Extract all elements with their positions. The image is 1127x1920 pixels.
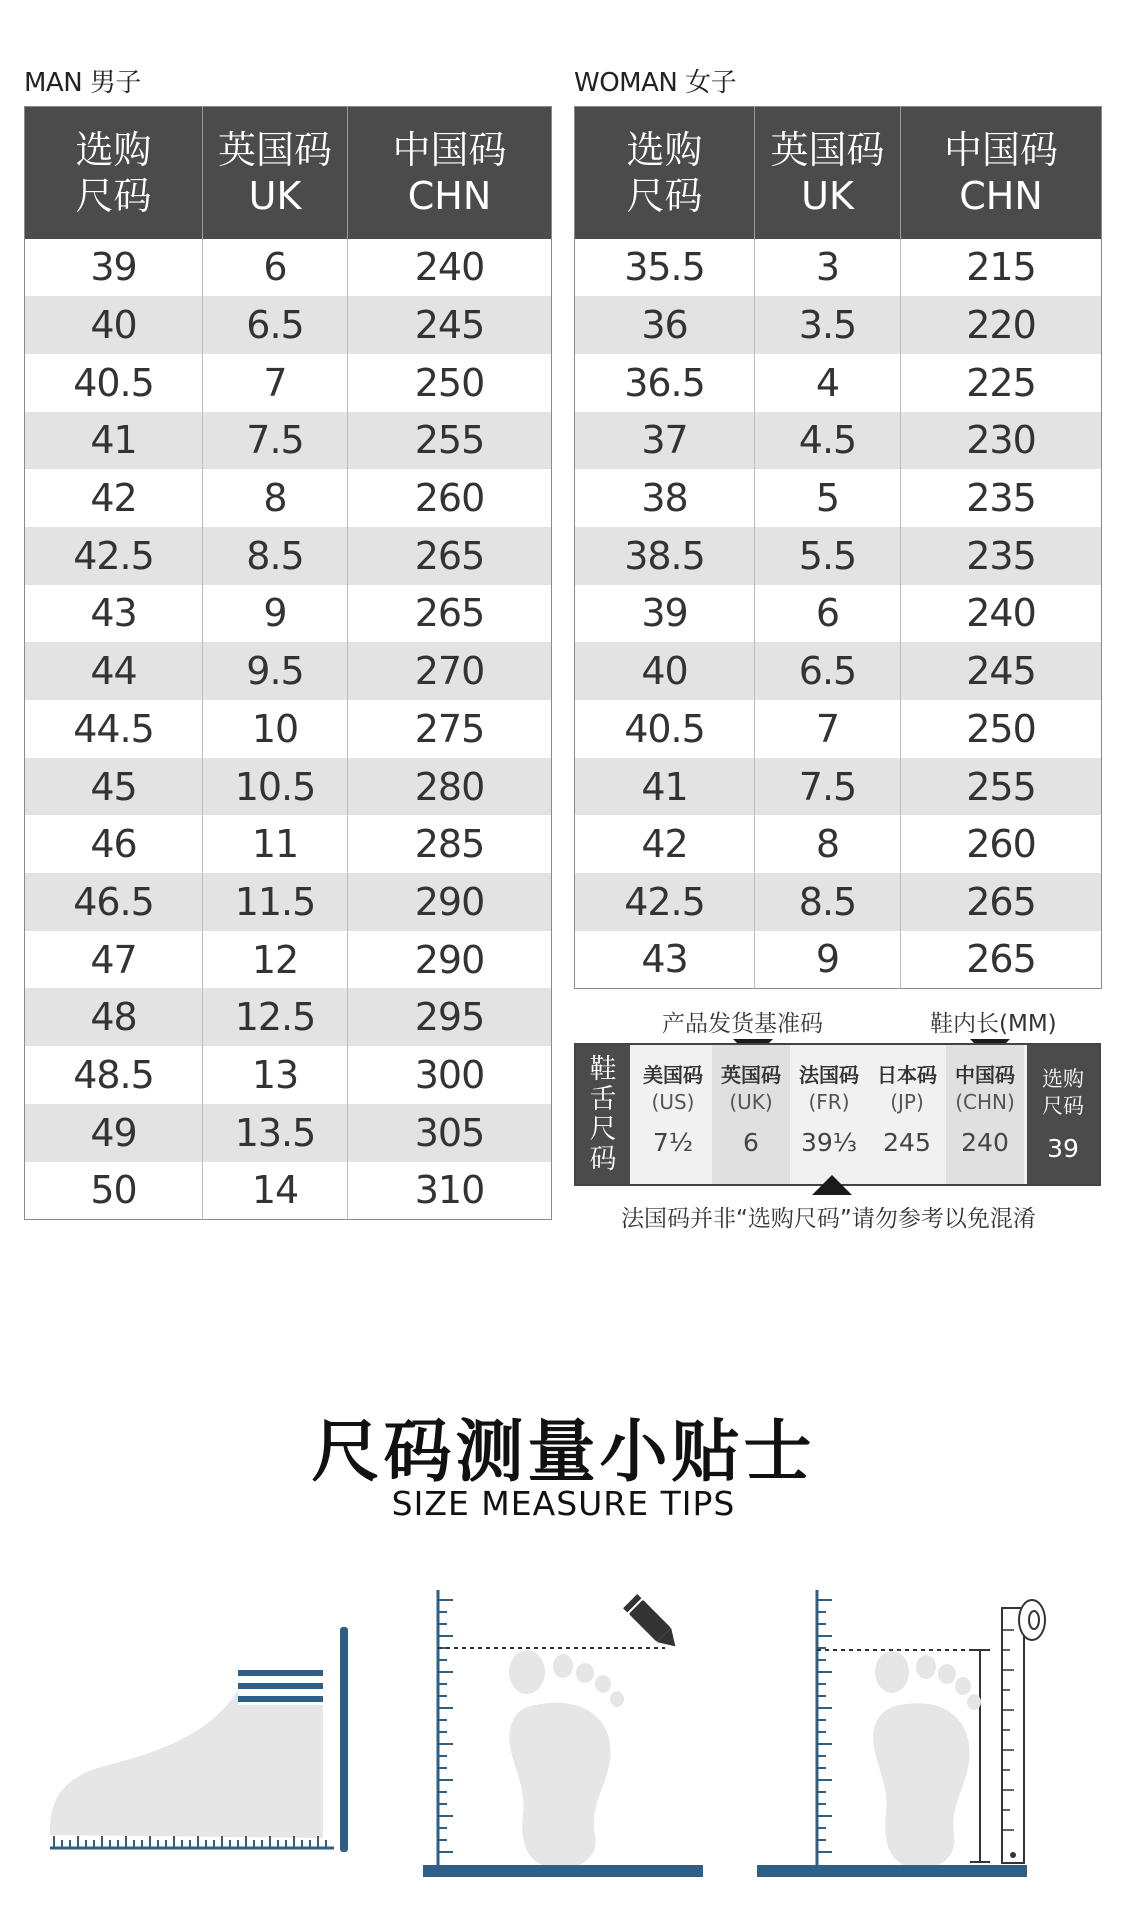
table-row — [25, 1046, 552, 1104]
purchase-size-cell: 44 — [25, 642, 203, 700]
purchase-size-cell: 39 — [575, 585, 755, 643]
purchase-size-cell: 43 — [575, 931, 755, 989]
foot-trace-pencil-icon — [395, 1580, 735, 1880]
uk-size-cell: 6.5 — [755, 642, 901, 700]
table-row — [575, 296, 1102, 354]
purchase-size-cell: 39 — [25, 239, 203, 297]
purchase-size-cell: 46 — [25, 815, 203, 873]
tag-caption-inner-length: 鞋内长(MM) — [930, 1011, 1057, 1037]
tips-subtitle: SIZE MEASURE TIPS — [391, 1484, 736, 1523]
woman-header-uk: 英国码 UK — [755, 107, 901, 239]
tag-side-label-text: 鞋舌尺码 — [589, 1053, 617, 1175]
table-row — [575, 700, 1102, 758]
tag-note: 法国码并非“选购尺码”请勿参考以免混淆 — [621, 1206, 1036, 1232]
table-row — [575, 815, 1102, 873]
purchase-size-cell: 40.5 — [25, 354, 203, 412]
table-row — [25, 931, 552, 989]
tag-column-us: 美国码 (US) 7½ — [643, 1063, 703, 1157]
uk-size-cell: 12.5 — [203, 988, 348, 1046]
shoe-tongue-tag — [574, 1043, 1101, 1186]
tag-column-chn: 中国码 (CHN) 240 — [946, 1045, 1024, 1184]
foot-tape-measure-icon — [752, 1580, 1092, 1880]
table-row — [575, 239, 1102, 297]
chn-size-cell: 305 — [348, 1104, 552, 1162]
table-row — [575, 469, 1102, 527]
purchase-size-cell: 40.5 — [575, 700, 755, 758]
chn-size-cell: 245 — [901, 642, 1102, 700]
uk-size-cell: 4.5 — [755, 412, 901, 470]
purchase-size-cell: 41 — [575, 758, 755, 816]
uk-size-cell: 13.5 — [203, 1104, 348, 1162]
man-section-label: MAN 男子 — [24, 68, 141, 98]
purchase-size-cell: 47 — [25, 931, 203, 989]
purchase-size-cell: 36 — [575, 296, 755, 354]
table-row — [25, 585, 552, 643]
tag-column-uk: 英国码 (UK) 6 — [712, 1045, 790, 1184]
chn-size-cell: 310 — [348, 1162, 552, 1220]
uk-size-cell: 12 — [203, 931, 348, 989]
table-row — [25, 412, 552, 470]
uk-size-cell: 9 — [203, 585, 348, 643]
chn-size-cell: 240 — [901, 585, 1102, 643]
purchase-size-cell: 46.5 — [25, 873, 203, 931]
uk-size-cell: 14 — [203, 1162, 348, 1220]
table-row — [25, 296, 552, 354]
uk-size-cell: 5.5 — [755, 527, 901, 585]
chn-size-cell: 235 — [901, 469, 1102, 527]
chn-size-cell: 270 — [348, 642, 552, 700]
table-row — [575, 412, 1102, 470]
uk-size-cell: 8 — [203, 469, 348, 527]
uk-size-cell: 6 — [755, 585, 901, 643]
woman-header-row — [575, 107, 1102, 239]
chn-size-cell: 240 — [348, 239, 552, 297]
chn-size-cell: 265 — [348, 527, 552, 585]
chn-size-cell: 290 — [348, 873, 552, 931]
uk-size-cell: 11 — [203, 815, 348, 873]
table-row — [575, 931, 1102, 989]
uk-size-cell: 4 — [755, 354, 901, 412]
uk-size-cell: 3 — [755, 239, 901, 297]
chn-size-cell: 215 — [901, 239, 1102, 297]
tag-side-label — [576, 1045, 630, 1184]
man-size-table — [24, 106, 552, 1220]
purchase-size-cell: 42.5 — [25, 527, 203, 585]
purchase-size-cell: 42.5 — [575, 873, 755, 931]
purchase-size-cell: 45 — [25, 758, 203, 816]
purchase-size-cell: 43 — [25, 585, 203, 643]
uk-size-cell: 7.5 — [755, 758, 901, 816]
table-row — [575, 585, 1102, 643]
chn-size-cell: 295 — [348, 988, 552, 1046]
purchase-size-cell: 40 — [575, 642, 755, 700]
purchase-size-cell: 50 — [25, 1162, 203, 1220]
woman-section-label: WOMAN 女子 — [574, 68, 737, 98]
chn-size-cell: 285 — [348, 815, 552, 873]
chn-size-cell: 255 — [901, 758, 1102, 816]
uk-size-cell: 7 — [755, 700, 901, 758]
chn-size-cell: 275 — [348, 700, 552, 758]
table-row — [25, 642, 552, 700]
purchase-size-cell: 42 — [25, 469, 203, 527]
uk-size-cell: 8.5 — [203, 527, 348, 585]
chn-size-cell: 280 — [348, 758, 552, 816]
table-row — [575, 873, 1102, 931]
purchase-size-cell: 48.5 — [25, 1046, 203, 1104]
tag-column-jp: 日本码 (JP) 245 — [877, 1063, 937, 1157]
purchase-size-cell: 44.5 — [25, 700, 203, 758]
chn-size-cell: 265 — [348, 585, 552, 643]
purchase-size-cell: 40 — [25, 296, 203, 354]
table-row — [25, 988, 552, 1046]
chn-size-cell: 250 — [901, 700, 1102, 758]
uk-size-cell: 8.5 — [755, 873, 901, 931]
uk-size-cell: 10 — [203, 700, 348, 758]
man-header-uk: 英国码 UK — [203, 107, 348, 239]
table-row — [25, 1104, 552, 1162]
uk-size-cell: 10.5 — [203, 758, 348, 816]
chn-size-cell: 260 — [348, 469, 552, 527]
chn-size-cell: 255 — [348, 412, 552, 470]
man-header-chn: 中国码 CHN — [348, 107, 552, 239]
chn-size-cell: 260 — [901, 815, 1102, 873]
table-row — [25, 700, 552, 758]
uk-size-cell: 7.5 — [203, 412, 348, 470]
table-row — [575, 758, 1102, 816]
chn-size-cell: 300 — [348, 1046, 552, 1104]
purchase-size-cell: 38 — [575, 469, 755, 527]
tag-purchase-size: 选购 尺码 39 — [1027, 1045, 1099, 1184]
uk-size-cell: 5 — [755, 469, 901, 527]
tag-column-fr: 法国码 (FR) 39⅓ — [799, 1063, 859, 1157]
purchase-size-cell: 38.5 — [575, 527, 755, 585]
purchase-size-cell: 41 — [25, 412, 203, 470]
chn-size-cell: 230 — [901, 412, 1102, 470]
man-header-purchase-size: 选购 尺码 — [25, 107, 203, 239]
chn-size-cell: 245 — [348, 296, 552, 354]
uk-size-cell: 7 — [203, 354, 348, 412]
purchase-size-cell: 49 — [25, 1104, 203, 1162]
purchase-size-cell: 42 — [575, 815, 755, 873]
purchase-size-cell: 36.5 — [575, 354, 755, 412]
uk-size-cell: 13 — [203, 1046, 348, 1104]
chn-size-cell: 265 — [901, 931, 1102, 989]
chn-size-cell: 250 — [348, 354, 552, 412]
woman-header-chn: 中国码 CHN — [901, 107, 1102, 239]
foot-side-measure-icon — [38, 1580, 378, 1880]
table-row — [25, 354, 552, 412]
uk-size-cell: 9 — [755, 931, 901, 989]
purchase-size-cell: 48 — [25, 988, 203, 1046]
chn-size-cell: 290 — [348, 931, 552, 989]
purchase-size-cell: 37 — [575, 412, 755, 470]
table-row — [575, 642, 1102, 700]
uk-size-cell: 8 — [755, 815, 901, 873]
table-row — [575, 527, 1102, 585]
table-row — [25, 758, 552, 816]
woman-size-table — [574, 106, 1102, 989]
uk-size-cell: 3.5 — [755, 296, 901, 354]
chn-size-cell: 265 — [901, 873, 1102, 931]
table-row — [25, 469, 552, 527]
table-row — [575, 354, 1102, 412]
chn-size-cell: 235 — [901, 527, 1102, 585]
arrow-up-icon — [812, 1175, 852, 1195]
uk-size-cell: 6.5 — [203, 296, 348, 354]
woman-header-purchase-size: 选购 尺码 — [575, 107, 755, 239]
uk-size-cell: 9.5 — [203, 642, 348, 700]
table-row — [25, 873, 552, 931]
uk-size-cell: 11.5 — [203, 873, 348, 931]
purchase-size-cell: 35.5 — [575, 239, 755, 297]
tips-title: 尺码测量小贴士 — [311, 1413, 816, 1492]
table-row — [25, 527, 552, 585]
tag-caption-base-size: 产品发货基准码 — [662, 1011, 823, 1037]
chn-size-cell: 220 — [901, 296, 1102, 354]
table-row — [25, 815, 552, 873]
table-row — [25, 239, 552, 297]
uk-size-cell: 6 — [203, 239, 348, 297]
table-row — [25, 1162, 552, 1220]
man-header-row — [25, 107, 552, 239]
chn-size-cell: 225 — [901, 354, 1102, 412]
